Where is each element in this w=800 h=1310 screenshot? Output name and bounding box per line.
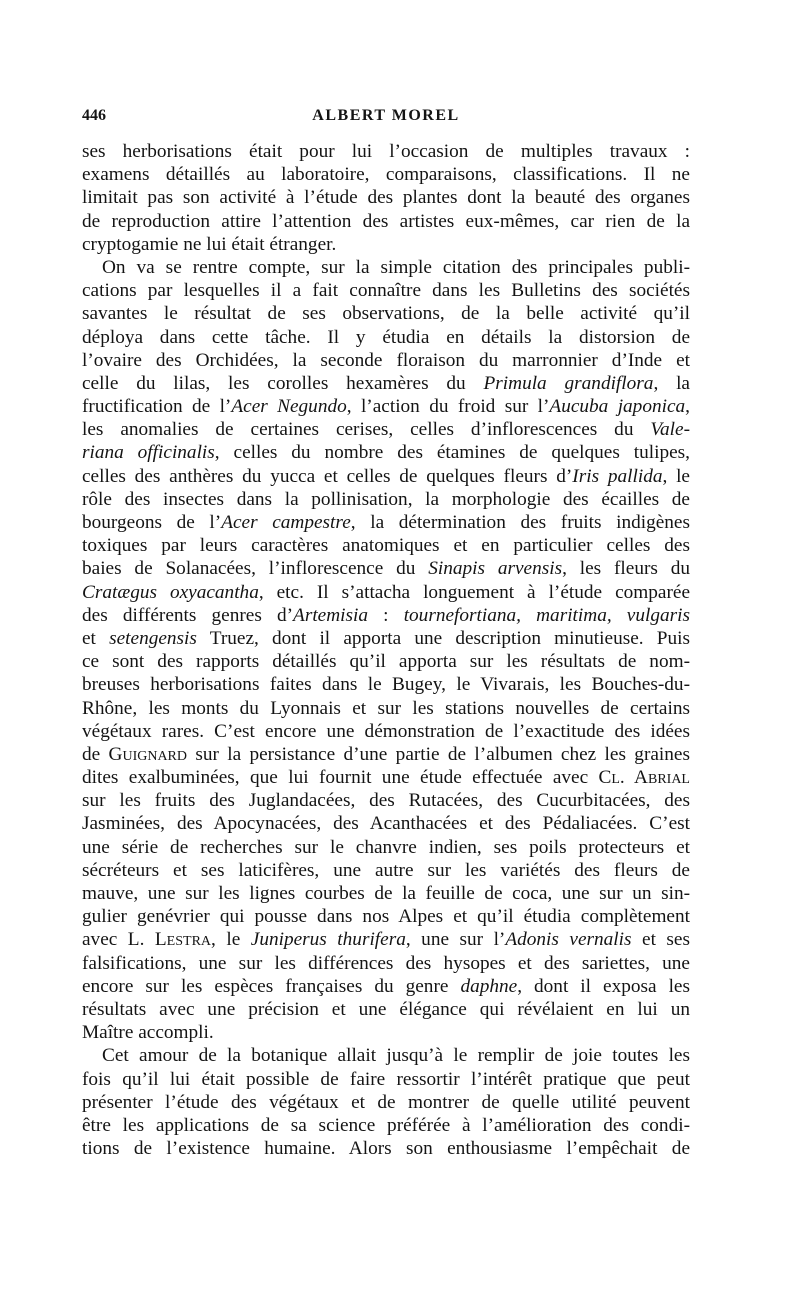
text-line — [82, 279, 690, 302]
text-span: des différents genres d’ — [82, 604, 294, 626]
text-line — [82, 186, 690, 209]
text-span: les anomalies de certaines cerises, celles d’inflorescences du — [82, 419, 651, 441]
text-span: mauve, une sur les lignes courbes de la feuille de coca, une sur un sin- — [82, 883, 690, 904]
text-span: ce sont des rapports détaillés qu’il apporta sur les résultats de nom- — [82, 651, 690, 673]
text-span: , etc. Il s’attacha longuement à l’étude comparée — [258, 581, 690, 603]
page-number: 446 — [82, 107, 106, 124]
text-line — [82, 697, 690, 720]
text-span: être les applications de sa science préférée à l’amélioration des condi- — [82, 1114, 690, 1136]
italic-term: setengensis — [109, 627, 197, 649]
text-line — [82, 488, 690, 511]
text-line — [82, 534, 690, 557]
text-line — [82, 766, 690, 789]
text-span: , la détermination des fruits indigènes — [350, 512, 690, 533]
text-span: Cet amour de la botanique allait jusqu’à le remplir de joie toutes les — [102, 1045, 690, 1067]
text-span: fructification de l’ — [82, 396, 232, 418]
text-span: : — [368, 604, 404, 626]
text-line — [82, 1021, 690, 1044]
text-span: , le — [211, 929, 251, 951]
italic-term: Cratægus oxyacantha — [82, 581, 259, 603]
text-line — [82, 975, 690, 998]
text-line — [82, 233, 690, 256]
text-span: gulier genévrier qui pousse dans nos Alpes et qu’il étudia complètement — [82, 906, 690, 928]
text-line — [82, 882, 690, 905]
text-line — [82, 256, 690, 279]
text-span: rôle des insectes dans la pollinisation, la morphologie des écailles de — [82, 488, 690, 510]
text-span: Truez, dont il apporta une description minutieuse. Puis — [196, 627, 690, 649]
text-line — [82, 836, 690, 859]
text-span: falsifications, une sur les différences des hysopes et des sariettes, une — [82, 952, 690, 974]
text-line — [82, 1091, 690, 1114]
text-span: déploya dans cette tâche. Il y étudia en détails la distorsion de — [82, 326, 690, 348]
text-span: dites exalbuminées, que lui fournit une étude effectuée avec — [82, 767, 599, 789]
text-line — [82, 140, 690, 163]
text-span: toxiques par leurs caractères anatomiques et en particulier celles des — [82, 535, 690, 557]
text-span: sécréteurs et ses laticifères, une autre sur les variétés des fleurs de — [82, 859, 690, 881]
text-span: baies de Solanacées, l’inflorescence du — [82, 558, 429, 580]
text-span: de reproduction attire l’attention des artistes eux-mêmes, car rien de la — [82, 210, 690, 232]
text-span: végétaux rares. C’est encore une démonstration de l’exactitude des idées — [82, 720, 690, 742]
italic-term: tournefortiana, maritima, vulgaris — [403, 604, 690, 626]
text-line — [82, 418, 690, 441]
text-span: , — [685, 396, 690, 418]
italic-term: daphne — [460, 975, 518, 997]
text-span: celles des anthères du yucca et celles de quelques fleurs d’ — [82, 465, 573, 487]
name-small-caps: Cl. Abrial — [598, 767, 690, 789]
italic-term: Adonis vernalis — [505, 929, 632, 951]
text-line — [82, 1137, 690, 1160]
italic-term: Acer Negundo — [231, 396, 347, 418]
text-span: , dont il exposa les — [517, 975, 690, 997]
text-line — [82, 441, 690, 464]
text-line — [82, 720, 690, 743]
text-span: , la — [653, 372, 690, 394]
text-line — [82, 372, 690, 395]
text-line — [82, 952, 690, 975]
text-span: et ses — [631, 929, 690, 951]
text-line — [82, 581, 690, 604]
text-span: sur la persistance d’une partie de l’albumen chez les graines — [187, 743, 690, 765]
italic-term: Sinapis arvensis — [428, 558, 563, 580]
text-line — [82, 349, 690, 372]
text-span: ses herborisations était pour lui l’occasion de multiples travaux : — [82, 141, 690, 162]
text-line — [82, 465, 690, 488]
text-line — [82, 905, 690, 928]
text-span: , le — [662, 465, 690, 487]
text-span: encore sur les espèces françaises du genre — [82, 975, 461, 997]
text-span: Maître accompli. — [82, 1022, 214, 1044]
text-span: examens détaillés au laboratoire, comparaisons, classifications. Il ne — [82, 164, 690, 186]
running-head: ALBERT MOREL — [312, 107, 460, 124]
text-span: limitait pas son activité à l’étude des plantes dont la beauté des organes — [82, 187, 690, 209]
text-line — [82, 1114, 690, 1137]
text-span: breuses herborisations faites dans le Bugey, le Vivarais, les Bouches-du- — [82, 674, 690, 696]
text-span: , l’action du froid sur l’ — [346, 396, 550, 418]
text-span: bourgeons de l’ — [82, 512, 222, 533]
text-line — [82, 302, 690, 325]
name-small-caps: Lestra — [154, 929, 212, 951]
text-line — [82, 650, 690, 673]
text-line — [82, 789, 690, 812]
text-line — [82, 743, 690, 766]
text-span: sur les fruits des Juglandacées, des Rutacées, des Cucurbitacées, des — [82, 790, 690, 812]
text-span: résultats avec une précision et une élégance qui révélaient en lui un — [82, 998, 690, 1020]
text-span: fois qu’il lui était possible de faire ressortir l’intérêt pratique que peut — [82, 1068, 690, 1090]
italic-term: Aucuba japonica — [549, 396, 686, 418]
text-line — [82, 163, 690, 186]
text-span: On va se rentre compte, sur la simple citation des principales publi- — [102, 256, 690, 278]
italic-term: Acer campestre — [221, 512, 351, 533]
text-line — [82, 1044, 690, 1067]
text-line — [82, 812, 690, 835]
text-line — [82, 627, 690, 650]
text-span: l’ovaire des Orchidées, la seconde floraison du marronnier d’Inde et — [82, 349, 690, 371]
italic-term: Primula grandiflora — [483, 372, 654, 394]
text-line — [82, 395, 690, 418]
text-span: et — [82, 627, 110, 649]
text-line — [82, 326, 690, 349]
text-span: Jasminées, des Apocynacées, des Acanthacées et des Pédaliacées. C’est — [82, 813, 690, 835]
text-span: , les fleurs du — [562, 558, 690, 580]
text-line — [82, 557, 690, 580]
text-span: de — [82, 743, 109, 765]
italic-term: Artemisia — [293, 604, 369, 626]
text-span: tions de l’existence humaine. Alors son enthousiasme l’empêchait de — [82, 1138, 690, 1160]
text-line — [82, 210, 690, 233]
text-span: savantes le résultat de ses observations, de la belle activité qu’il — [82, 303, 690, 325]
text-line — [82, 604, 690, 627]
text-line — [82, 1068, 690, 1091]
text-span: celle du lilas, les corolles hexamères du — [82, 372, 484, 394]
text-line — [82, 859, 690, 882]
text-span: cryptogamie ne lui était étranger. — [82, 233, 337, 255]
text-line — [82, 673, 690, 696]
text-line — [82, 511, 690, 534]
text-span: présenter l’étude des végétaux et de montrer de quelle utilité peuvent — [82, 1091, 690, 1113]
italic-term: Juniperus thurifera — [250, 929, 406, 951]
body-text — [82, 140, 690, 1160]
text-span: cations par lesquelles il a fait connaître dans les Bulletins des sociétés — [82, 280, 690, 302]
text-span: avec L. — [82, 929, 155, 951]
italic-term: riana officinalis — [82, 442, 215, 464]
page-header — [82, 103, 690, 129]
text-span: , celles du nombre des étamines de quelques tulipes, — [214, 442, 690, 464]
text-span: une série de recherches sur le chanvre indien, ses poils protecteurs et — [82, 836, 690, 858]
italic-term: Vale- — [650, 419, 690, 441]
text-line — [82, 928, 690, 951]
italic-term: Iris pallida — [572, 465, 663, 487]
text-span: , une sur l’ — [405, 929, 506, 951]
text-line — [82, 998, 690, 1021]
name-small-caps: Guignard — [108, 743, 188, 765]
text-span: Rhône, les monts du Lyonnais et sur les stations nouvelles de certains — [82, 697, 690, 719]
